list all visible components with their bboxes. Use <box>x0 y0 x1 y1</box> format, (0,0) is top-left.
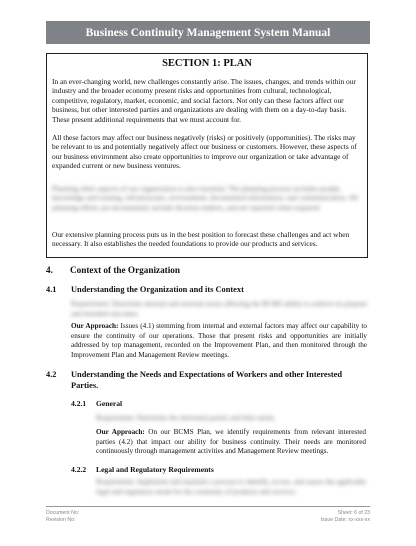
intro-paragraph-2: All these factors may affect our business negatively (risks) or positively (opportunities). The risks may be relevant to us and potentially negatively affect our business or customers. However, these aspects of our business environment also create opportunities to improve our organization or take advantage of expanded current or new business ventures. <box>52 133 357 171</box>
heading-line-2: Parties. <box>71 380 99 390</box>
approach-4-2-1 <box>96 428 366 457</box>
document-header <box>46 21 370 44</box>
issue-date: Issue Date: xx-xxx-xx <box>320 517 370 523</box>
subsection-number: 4.2.2 <box>71 465 87 474</box>
section-heading-text: Context of the Organization <box>70 265 180 275</box>
subsection-heading-text: Legal and Regulatory Requirements <box>96 465 214 474</box>
section-number: 4. <box>46 265 53 275</box>
subsection-heading-text <box>71 370 367 391</box>
document-number-label: Document No: <box>46 510 80 516</box>
requirement-4-2-2-blurred: Requirement: Implement and maintain a process to identify, access, and assess the applicable legal and regulatory needs for the continuity of products and services. <box>96 478 366 496</box>
subsection-heading-text: Understanding the Organization and its Context <box>71 285 244 294</box>
intro-paragraph-1: In an ever-changing world, new challenges constantly arise. The issues, changes, and trends within our industry and the broader economy present risks and opportunities from cultural, technological, competitive, regulatory, market, economic, and social factors. Not only can these factors affect our business, but other interested parties and organizations are dealing with them on a day-to-day basis. These present additional requirements that we must account for. <box>52 77 356 124</box>
subsection-number: 4.1 <box>46 285 57 294</box>
subsection-4-2-1-heading <box>71 399 123 408</box>
subsection-number: 4.2 <box>46 370 57 379</box>
sheet-number: Sheet: 6 of 23 <box>337 510 370 516</box>
section-intro-box <box>46 53 368 258</box>
subsection-number: 4.2.1 <box>71 399 87 408</box>
intro-paragraph-3-blurred: Planning other aspects of our organization is also essential. The planning process includes people, knowledge and training, infrastructure, environment, documented information, and communication. All planning efforts are documented, include decision makers, and are reported when required. <box>52 184 358 212</box>
page-footer <box>46 506 370 523</box>
document-title: Business Continuity Management System Manual <box>85 26 331 39</box>
intro-paragraph-4: Our extensive planning process puts us in the best position to forecast these challenges and act when necessary. It also establishes the needed foundations to provide our products and services. <box>52 230 350 249</box>
requirement-4-1-blurred: Requirement: Determine internal and external issues affecting the BCMS ability to achieve its purpose and intended outcomes. <box>71 300 367 318</box>
approach-label: Our Approach: <box>71 322 119 330</box>
approach-label: Our Approach: <box>96 428 145 436</box>
approach-4-1 <box>71 322 367 360</box>
heading-line-1: Understanding the Needs and Expectations of Workers and other Interested <box>71 370 343 379</box>
section-title: SECTION 1: PLAN <box>162 58 252 69</box>
approach-text: Issues (4.1) stemming from internal and external factors may affect our capability to ensure the continuity of our operations. Those that present risks and opportunities are initially addressed by top management, recorded on the Improvement Plan, and then monitored through the Improvement Plan and Management Review meetings. <box>71 322 367 359</box>
revision-number-label: Revision No: <box>46 517 76 523</box>
subsection-4-2-2-heading <box>71 465 214 474</box>
subsection-heading-text: General <box>96 399 123 408</box>
requirement-4-2-1-blurred: Requirement: Determine the interested parties and their needs. <box>96 414 276 422</box>
approach-text: On our BCMS Plan, we identify requirements from relevant interested parties (4.2) that impact our ability for business continuity. Their needs are monitored continuously through management activities and Management Review meetings. <box>96 428 366 455</box>
